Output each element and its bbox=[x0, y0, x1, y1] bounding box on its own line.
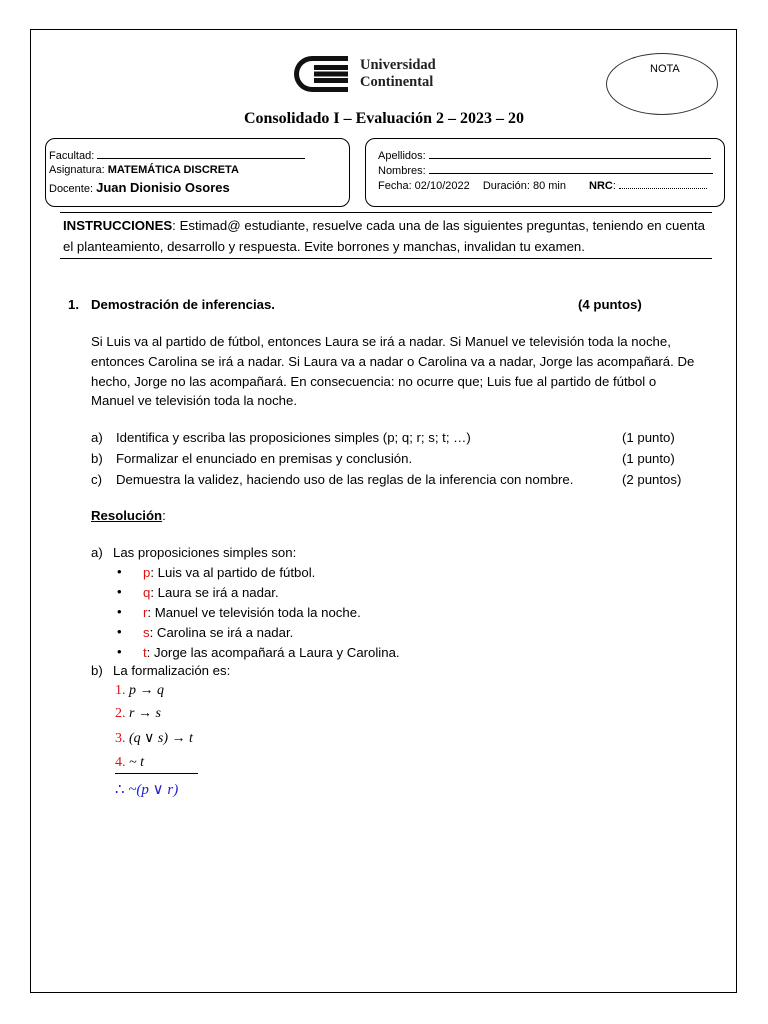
surname-field[interactable] bbox=[429, 148, 711, 159]
exam-title: Consolidado I – Evaluación 2 – 2023 – 20 bbox=[243, 110, 525, 127]
grade-label: NOTA bbox=[650, 63, 680, 75]
instructions bbox=[63, 215, 705, 257]
part-b-letter: b) bbox=[91, 451, 103, 466]
premise-number: 2. bbox=[115, 706, 126, 721]
university-name bbox=[360, 57, 436, 91]
teacher-value: Juan Dionisio Osores bbox=[96, 180, 230, 195]
proposition-symbol: q bbox=[143, 585, 151, 600]
university-line1: Universidad bbox=[360, 57, 436, 73]
proposition-text: : Manuel ve televisión toda la noche. bbox=[147, 605, 361, 620]
instructions-label: INSTRUCCIONES bbox=[63, 218, 173, 233]
conclusion-rule bbox=[115, 773, 198, 774]
part-b-text: Formalizar el enunciado en premisas y conclusión. bbox=[116, 451, 413, 466]
premise-1 bbox=[115, 683, 164, 699]
teacher-label: Docente: bbox=[49, 183, 94, 195]
exam-meta-row: Fecha: 02/10/2022 Duración: 80 min NRC: bbox=[378, 178, 707, 194]
question-number: 1. bbox=[68, 297, 79, 312]
proposition-symbol: r bbox=[143, 605, 148, 620]
premise-expression: ~ t bbox=[129, 755, 144, 770]
bullet-icon: • bbox=[117, 604, 122, 619]
subject-label: Asignatura: bbox=[49, 164, 105, 176]
premise-2 bbox=[115, 706, 161, 722]
question-points: (4 puntos) bbox=[578, 297, 642, 312]
part-a-letter: a) bbox=[91, 430, 103, 445]
resolution-b-text: La formalización es: bbox=[113, 663, 231, 678]
nrc-label: NRC bbox=[589, 180, 613, 192]
names-row bbox=[378, 163, 713, 179]
resolution-a-text: Las proposiciones simples son: bbox=[113, 545, 297, 560]
premise-expression: (q ∨ s) → t bbox=[129, 731, 193, 746]
resolution-a-letter: a) bbox=[91, 545, 103, 560]
resolution-heading bbox=[91, 508, 166, 523]
premise-4 bbox=[115, 755, 144, 771]
premise-3 bbox=[115, 730, 193, 747]
proposition-symbol: t bbox=[143, 645, 147, 660]
bullet-icon: • bbox=[117, 624, 122, 639]
part-c-letter: c) bbox=[91, 472, 102, 487]
proposition-text: : Jorge las acompañará a Laura y Carolina. bbox=[146, 645, 400, 660]
proposition-s bbox=[143, 625, 293, 640]
names-label: Nombres: bbox=[378, 165, 426, 177]
subject-row bbox=[49, 163, 239, 178]
premise-expression: p → q bbox=[129, 683, 164, 698]
part-b-points: (1 punto) bbox=[622, 451, 675, 466]
instructions-text: : Estimad@ estudiante, resuelve cada una de las siguientes preguntas, teniendo en cuenta el planteamiento, desarrollo y respuesta. Evite borrones y manchas, invalidan tu examen. bbox=[63, 218, 705, 254]
faculty-row bbox=[49, 148, 305, 164]
university-line2: Continental bbox=[360, 74, 434, 90]
resolution-b-letter: b) bbox=[91, 663, 103, 678]
instructions-top-rule bbox=[60, 212, 712, 213]
premise-number: 3. bbox=[115, 731, 126, 746]
part-c-points: (2 puntos) bbox=[622, 472, 682, 487]
faculty-label: Facultad: bbox=[49, 150, 95, 162]
proposition-q bbox=[143, 585, 279, 600]
surname-row bbox=[378, 148, 711, 164]
bullet-icon: • bbox=[117, 584, 122, 599]
question-statement: Si Luis va al partido de fútbol, entonces Laura se irá a nadar. Si Manuel ve televisión toda la noche, entonces Carolina se irá a nadar. Si Laura va a nadar o Carolina va a nadar, Jorge las acompañará. De hecho, Jorge no las acompañará. En consecuencia: no ocurre que; Luis fue al partido de fútbol o Manuel ve televisión toda la noche. bbox=[91, 334, 695, 409]
part-a-text: Identifica y escriba las proposiciones simples (p; q; r; s; t; …) bbox=[116, 430, 471, 445]
instructions-bottom-rule bbox=[60, 258, 712, 259]
proposition-symbol: s bbox=[143, 625, 150, 640]
exam-duration: Duración: 80 min bbox=[482, 180, 566, 192]
premise-expression: r → s bbox=[129, 706, 161, 721]
proposition-t bbox=[143, 645, 400, 660]
surname-label: Apellidos: bbox=[378, 150, 426, 162]
question-title: Demostración de inferencias. bbox=[91, 297, 275, 312]
premise-number: 1. bbox=[115, 683, 126, 698]
part-c-text: Demuestra la validez, haciendo uso de las reglas de la inferencia con nombre. bbox=[116, 472, 574, 487]
proposition-p bbox=[143, 565, 315, 580]
proposition-text: : Carolina se irá a nadar. bbox=[149, 625, 294, 640]
conclusion bbox=[115, 780, 178, 799]
conclusion-expression: ~(p ∨ r) bbox=[128, 782, 179, 798]
names-field[interactable] bbox=[429, 163, 713, 174]
resolution-title: Resolución bbox=[91, 508, 163, 523]
bullet-icon: • bbox=[117, 564, 122, 579]
part-a-points: (1 punto) bbox=[622, 430, 675, 445]
bullet-icon: • bbox=[117, 644, 122, 659]
subject-value: MATEMÁTICA DISCRETA bbox=[107, 164, 239, 176]
resolution-colon: : bbox=[162, 508, 166, 523]
exam-date: Fecha: 02/10/2022 bbox=[378, 180, 470, 192]
proposition-r bbox=[143, 605, 361, 620]
faculty-field[interactable] bbox=[97, 148, 305, 159]
proposition-text: : Luis va al partido de fútbol. bbox=[150, 565, 316, 580]
therefore-symbol: ∴ bbox=[115, 782, 125, 798]
proposition-symbol: p bbox=[143, 565, 151, 580]
premise-number: 4. bbox=[115, 755, 126, 770]
proposition-text: : Laura se irá a nadar. bbox=[150, 585, 279, 600]
teacher-row bbox=[49, 180, 230, 195]
nrc-field[interactable] bbox=[619, 178, 707, 189]
university-logo bbox=[290, 54, 350, 94]
